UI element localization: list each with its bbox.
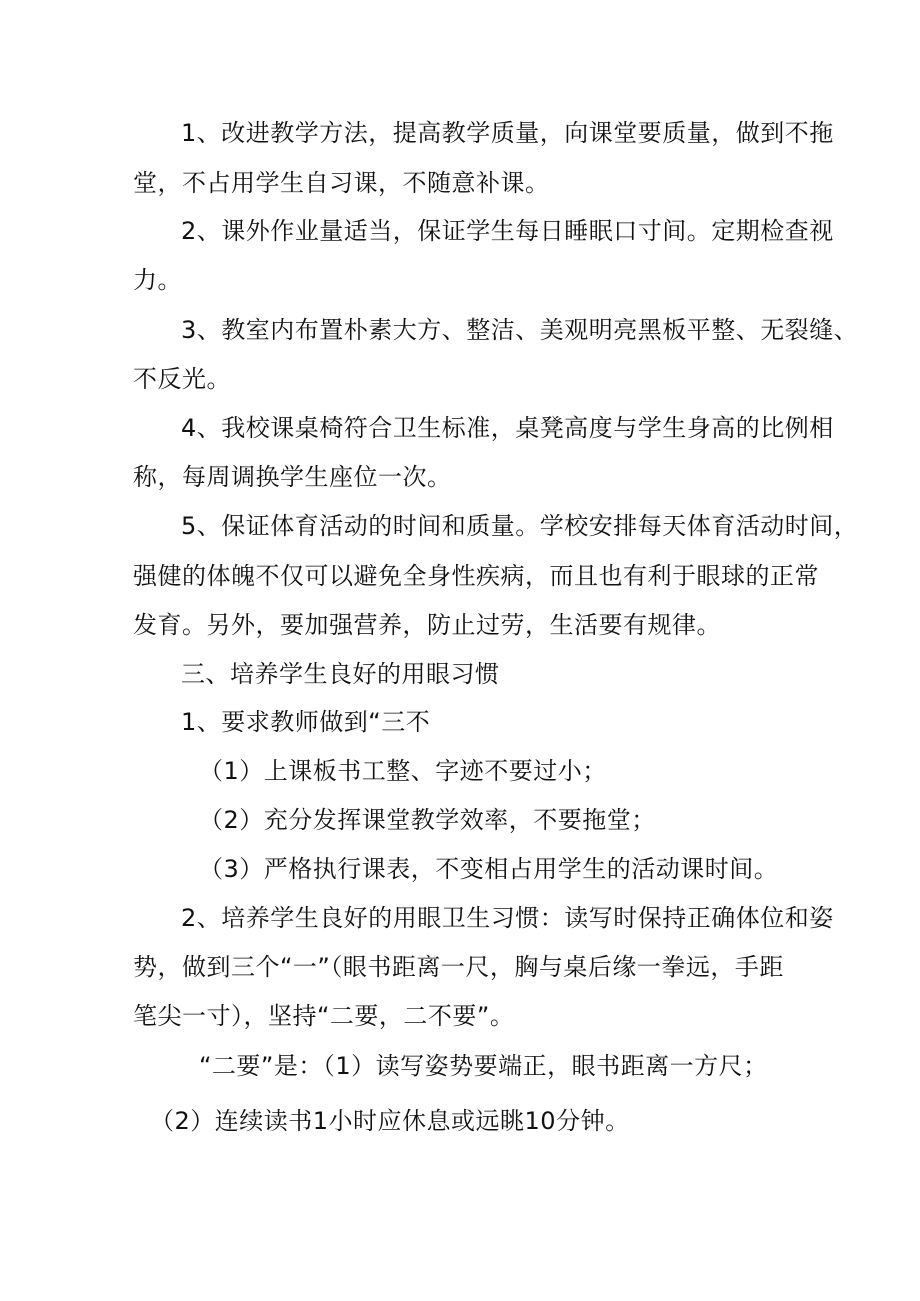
text-line: （2）连续读书1小时应休息或远眺10分钟。 [150, 1107, 630, 1135]
text-line: （2）充分发挥课堂教学效率，不要拖堂； [199, 806, 656, 834]
text-line: “二要”是：（1）读写姿势要端正，眼书距离一方尺； [199, 1052, 768, 1080]
text-line: 1、要求教师做到“三不 [181, 708, 431, 736]
text-line: 强健的体魄不仅可以避免全身性疾病，而且也有利于眼球的正常 [133, 562, 819, 590]
text-line: （1）上课板书工整、字迹不要过小； [199, 757, 607, 785]
text-line: 4、我校课桌椅符合卫生标准，桌凳高度与学生身高的比例相 [181, 414, 834, 442]
text-line: 称，每周调换学生座位一次。 [133, 463, 452, 491]
text-line: 力。 [133, 266, 182, 294]
text-line: 2、培养学生良好的用眼卫生习惯：读写时保持正确体位和姿 [181, 904, 834, 932]
text-line: 势，做到三个“一”（眼书距离一尺，胸与桌后缘一拳远，手距 [133, 953, 784, 981]
text-line: 不反光。 [133, 365, 231, 393]
text-line: 1、改进教学方法，提高教学质量，向课堂要质量，做到不拖 [181, 119, 834, 147]
text-line: （3）严格执行课表，不变相占用学生的活动课时间。 [199, 855, 779, 883]
text-line: 3、教室内布置朴素大方、整洁、美观明亮黑板平整、无裂缝、 [181, 316, 859, 344]
section-heading: 三、培养学生良好的用眼习惯 [181, 660, 500, 688]
text-line: 堂，不占用学生自习课，不随意补课。 [133, 169, 550, 197]
text-line: 发育。另外，要加强营养，防止过劳，生活要有规律。 [133, 611, 721, 639]
text-line: 2、课外作业量适当，保证学生每日睡眠口寸间。定期检查视 [181, 217, 834, 245]
text-line: 笔尖一寸），坚持“二要，二不要”。 [133, 1002, 515, 1030]
text-line: 5、保证体育活动的时间和质量。学校安排每天体育活动时间， [181, 512, 859, 540]
